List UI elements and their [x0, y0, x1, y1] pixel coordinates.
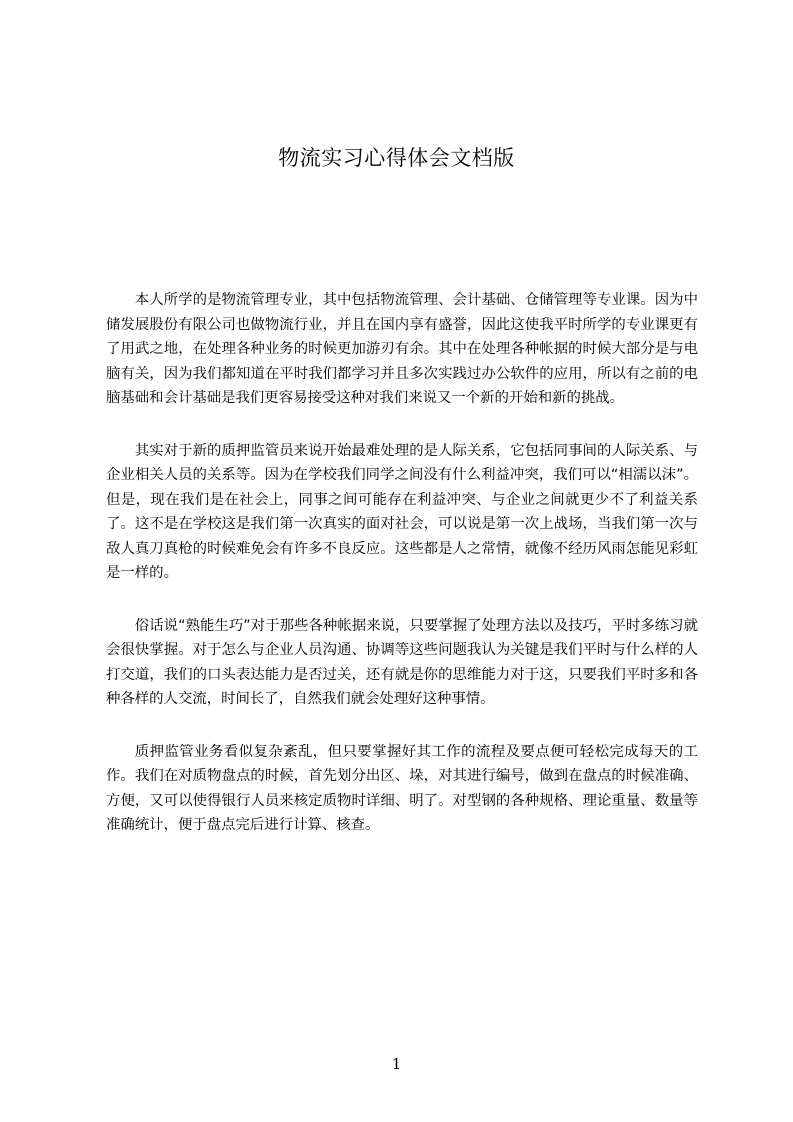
paragraph-1: 本人所学的是物流管理专业，其中包括物流管理、会计基础、仓储管理等专业课。因为中储发展股份有限公司也做物流行业，并且在国内享有盛誉，因此这使我平时所学的专业课更有了用武之地，在处理各种业务的时候更加游刃有余。其中在处理各种帐据的时候大部分是与电脑有关，因为我们都知道在平时我们都学习并且多次实践过办公软件的应用，所以有之前的电脑基础和会计基础是我们更容易接受这种对我们来说又一个新的开始和新的挑战。: [106, 292, 698, 406]
paragraph-3: 俗话说“熟能生巧”对于那些各种帐据来说，只要掌握了处理方法以及技巧，平时多练习就会很快掌握。对于怎么与企业人员沟通、协调等这些问题我认为关键是我们平时与什么样的人打交道，我们的口头表达能力是否过关，还有就是你的思维能力对于这，只要我们平时多和各种各样的人交流，时间长了，自然我们就会处理好这种事情。: [106, 617, 698, 707]
document-body: [106, 288, 698, 866]
document-title: 物流实习心得体会文档版: [278, 146, 515, 170]
paragraph-2: 其实对于新的质押监管员来说开始最难处理的是人际关系，它包括同事间的人际关系、与企业相关人员的关系等。因为在学校我们同学之间没有什么利益冲突，我们可以“相濡以沫”。但是，现在我们是在社会上，同事之间可能存在利益冲突、与企业之间就更少不了利益关系了。这不是在学校这是我们第一次真实的面对社会，可以说是第一次上战场，当我们第一次与敌人真刀真枪的时候难免会有许多不良反应。这些都是人之常情，就像不经历风雨怎能见彩虹是一样的。: [106, 442, 698, 581]
page-number: 1: [391, 1055, 402, 1073]
paragraph-4: 质押监管业务看似复杂紊乱，但只要掌握好其工作的流程及要点便可轻松完成每天的工作。我们在对质物盘点的时候，首先划分出区、垛，对其进行编号，做到在盘点的时候准确、方便，又可以使得银行人员来核定质物时详细、明了。对型钢的各种规格、理论重量、数量等准确统计，便于盘点完后进行计算、核查。: [106, 743, 698, 833]
